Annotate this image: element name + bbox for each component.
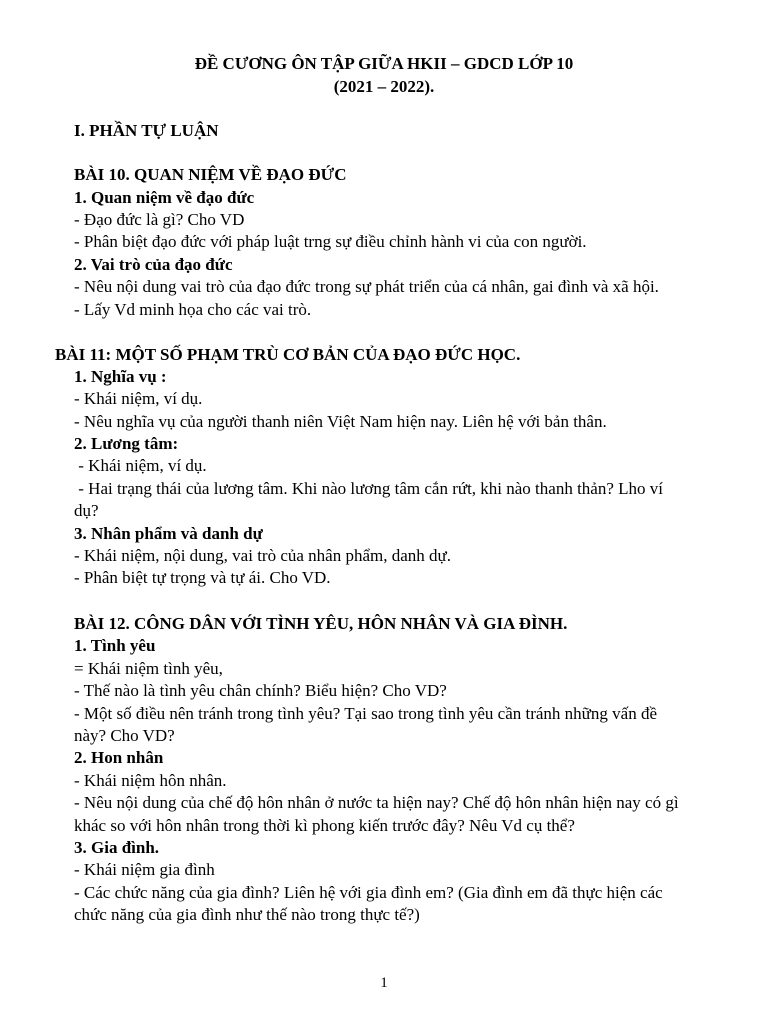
lesson-12-sub3-line1: - Khái niệm gia đình <box>74 860 215 879</box>
lesson-10-heading: BÀI 10. QUAN NIỆM VỀ ĐẠO ĐỨC <box>74 165 347 184</box>
lesson-10-sub2-line2: - Lấy Vd minh họa cho các vai trò. <box>74 300 312 319</box>
lesson-11-sub3-line1: - Khái niệm, nội dung, vai trò của nhân phẩm, danh dự. <box>74 546 451 565</box>
lesson-11-sub1-heading: 1. Nghĩa vụ : <box>74 367 167 386</box>
lesson-12-sub2-heading: 2. Hon nhân <box>74 748 164 767</box>
lesson-11-sub2-line2-cont: dụ? <box>74 501 99 520</box>
lesson-10-sub1-heading: 1. Quan niệm về đạo đức <box>74 188 255 207</box>
lesson-12-sub2-line1: - Khái niệm hôn nhân. <box>74 771 227 790</box>
lesson-10-sub2-heading: 2. Vai trò của đạo đức <box>74 255 233 274</box>
lesson-11-sub2-line1: - Khái niệm, ví dụ. <box>74 456 207 475</box>
lesson-12-heading: BÀI 12. CÔNG DÂN VỚI TÌNH YÊU, HÔN NHÂN VÀ GIA ĐÌNH. <box>74 614 568 633</box>
lesson-12-sub1-heading: 1. Tình yêu <box>74 636 156 655</box>
lesson-12-sub2-line2: - Nêu nội dung của chế độ hôn nhân ở nước ta hiện nay? Chế độ hôn nhân hiện nay có gì <box>74 793 679 812</box>
lesson-12-sub1-line3: - Một số điều nên tránh trong tình yêu? Tại sao trong tình yêu cần tránh những vấn đề <box>74 704 657 723</box>
part-heading: I. PHẦN TỰ LUẬN <box>74 121 219 140</box>
lesson-11-heading: BÀI 11: MỘT SỐ PHẠM TRÙ CƠ BẢN CỦA ĐẠO ĐỨC HỌC. <box>55 345 521 364</box>
lesson-12-sub2-line2-cont: khác so với hôn nhân trong thời kì phong kiến trước đây? Nêu Vd cụ thể? <box>74 816 575 835</box>
lesson-10-sub1-line2: - Phân biệt đạo đức với pháp luật trng sự điều chỉnh hành vi của con người. <box>74 232 587 251</box>
lesson-11-sub2-line2: - Hai trạng thái của lương tâm. Khi nào lương tâm cắn rứt, khi nào thanh thản? Lho ví <box>74 479 663 498</box>
lesson-10-sub2-line1: - Nêu nội dung vai trò của đạo đức trong sự phát triển của cá nhân, gai đình và xã hội. <box>74 277 659 296</box>
lesson-11-sub1-line2: - Nêu nghĩa vụ của người thanh niên Việt Nam hiện nay. Liên hệ với bản thân. <box>74 412 607 431</box>
lesson-11-sub3-heading: 3. Nhân phẩm và danh dự <box>74 524 263 543</box>
lesson-12-sub3-line2-cont: chức năng của gia đình như thế nào trong thực tế?) <box>74 905 420 924</box>
document-year: (2021 – 2022). <box>333 77 435 96</box>
lesson-10-sub1-line1: - Đạo đức là gì? Cho VD <box>74 210 245 229</box>
lesson-11-sub2-heading: 2. Lương tâm: <box>74 434 179 453</box>
lesson-12-sub1-line2: - Thế nào là tình yêu chân chính? Biểu hiện? Cho VD? <box>74 681 447 700</box>
lesson-12-sub3-heading: 3. Gia đình. <box>74 838 160 857</box>
document-title: ĐỀ CƯƠNG ÔN TẬP GIỮA HKII – GDCD LỚP 10 <box>194 54 574 73</box>
lesson-12-sub1-line3-cont: này? Cho VD? <box>74 726 175 745</box>
lesson-11-sub1-line1: - Khái niệm, ví dụ. <box>74 389 203 408</box>
lesson-12-sub1-line1: = Khái niệm tình yêu, <box>74 659 223 678</box>
page-number: 1 <box>380 975 388 991</box>
lesson-11-sub3-line2: - Phân biệt tự trọng và tự ái. Cho VD. <box>74 568 331 587</box>
lesson-12-sub3-line2: - Các chức năng của gia đình? Liên hệ với gia đình em? (Gia đình em đã thực hiện các <box>74 883 663 902</box>
